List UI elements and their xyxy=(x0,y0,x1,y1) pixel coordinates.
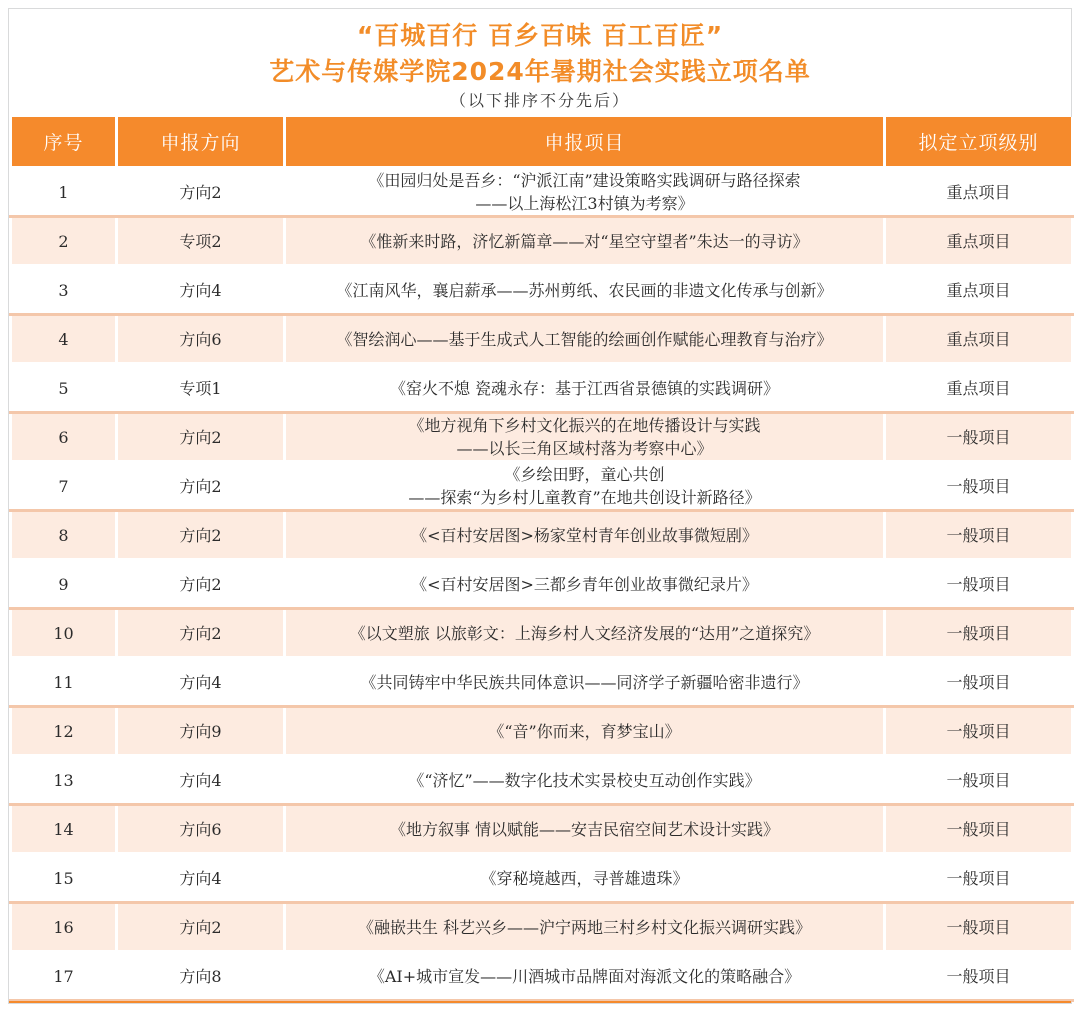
table-row xyxy=(11,805,1073,854)
row-direction: 方向2 xyxy=(117,609,285,658)
table-header-row xyxy=(11,117,1073,168)
project-title-line-1: 《AI+城市宣发——川酒城市品牌面对海派文化的策略融合》 xyxy=(368,966,801,986)
project-title-line-1: 《田园归处是吾乡：“沪派江南”建设策略实践调研与路径探索 xyxy=(368,171,801,190)
row-level: 一般项目 xyxy=(885,658,1073,707)
row-direction: 方向2 xyxy=(117,560,285,609)
title-line-2: 艺术与传媒学院2024年暑期社会实践立项名单 xyxy=(269,57,811,86)
row-project xyxy=(285,658,885,707)
row-number: 7 xyxy=(11,462,117,511)
row-project xyxy=(285,560,885,609)
row-level: 重点项目 xyxy=(885,217,1073,266)
project-title-line-2: ——以上海松江3村镇为考察》 xyxy=(475,194,694,213)
row-direction: 方向2 xyxy=(117,413,285,462)
project-title-line-2: ——以长三角区域村落为考察中心》 xyxy=(456,439,713,458)
row-number: 5 xyxy=(11,364,117,413)
row-level: 一般项目 xyxy=(885,903,1073,952)
row-project xyxy=(285,217,885,266)
row-project xyxy=(285,952,885,1001)
row-direction: 方向2 xyxy=(117,462,285,511)
project-title-line-1: 《乡绘田野，童心共创 xyxy=(504,465,665,484)
row-direction: 方向4 xyxy=(117,658,285,707)
project-title-line-1: 《地方视角下乡村文化振兴的在地传播设计与实践 xyxy=(408,416,761,435)
row-direction: 方向2 xyxy=(117,903,285,952)
row-project xyxy=(285,805,885,854)
row-project xyxy=(285,903,885,952)
column-header-project: 申报项目 xyxy=(285,117,885,168)
row-level: 一般项目 xyxy=(885,560,1073,609)
subtitle: （以下排序不分先后） xyxy=(449,91,630,110)
row-level: 重点项目 xyxy=(885,315,1073,364)
row-project xyxy=(285,511,885,560)
row-direction: 方向6 xyxy=(117,315,285,364)
row-number: 11 xyxy=(11,658,117,707)
row-project xyxy=(285,364,885,413)
project-title-line-1: 《<百村安居图>三都乡青年创业故事微纪录片》 xyxy=(411,574,758,594)
table-row xyxy=(11,854,1073,903)
project-table xyxy=(9,117,1074,1002)
row-number: 9 xyxy=(11,560,117,609)
row-number: 12 xyxy=(11,707,117,756)
project-title-line-1: 《<百村安居图>杨家堂村青年创业故事微短剧》 xyxy=(411,525,758,545)
project-title-line-1: 《窑火不熄 瓷魂永存：基于江西省景德镇的实践调研》 xyxy=(389,378,780,398)
table-row xyxy=(11,903,1073,952)
row-level: 重点项目 xyxy=(885,168,1073,217)
row-level: 一般项目 xyxy=(885,462,1073,511)
project-title-line-1: 《共同铸牢中华民族共同体意识——同济学子新疆哈密非遗行》 xyxy=(360,672,809,692)
row-level: 一般项目 xyxy=(885,952,1073,1001)
row-project xyxy=(285,413,885,462)
row-direction: 方向4 xyxy=(117,266,285,315)
row-project xyxy=(285,266,885,315)
project-title-line-1: 《“音”你而来，育梦宝山》 xyxy=(488,721,681,741)
row-level: 一般项目 xyxy=(885,413,1073,462)
row-direction: 方向6 xyxy=(117,805,285,854)
row-number: 6 xyxy=(11,413,117,462)
row-number: 17 xyxy=(11,952,117,1001)
row-number: 16 xyxy=(11,903,117,952)
row-direction: 专项2 xyxy=(117,217,285,266)
bottom-border xyxy=(9,1001,1071,1003)
document-page xyxy=(8,8,1072,1004)
project-title-line-1: 《“济忆”——数字化技术实景校史互动创作实践》 xyxy=(408,770,761,790)
row-number: 14 xyxy=(11,805,117,854)
row-number: 10 xyxy=(11,609,117,658)
row-number: 3 xyxy=(11,266,117,315)
row-direction: 方向4 xyxy=(117,756,285,805)
title-line-1: “百城百行 百乡百味 百工百匠” xyxy=(356,21,724,50)
table-row xyxy=(11,560,1073,609)
table-row xyxy=(11,609,1073,658)
row-direction: 专项1 xyxy=(117,364,285,413)
project-title-line-1: 《江南风华，襄启薪承——苏州剪纸、农民画的非遗文化传承与创新》 xyxy=(336,280,833,300)
row-direction: 方向8 xyxy=(117,952,285,1001)
table-row xyxy=(11,462,1073,511)
row-level: 一般项目 xyxy=(885,854,1073,903)
table-body xyxy=(11,168,1073,1001)
row-level: 一般项目 xyxy=(885,756,1073,805)
project-title-line-1: 《地方叙事 情以赋能——安吉民宿空间艺术设计实践》 xyxy=(389,819,780,839)
row-project xyxy=(285,168,885,217)
row-number: 1 xyxy=(11,168,117,217)
row-level: 重点项目 xyxy=(885,266,1073,315)
row-number: 4 xyxy=(11,315,117,364)
row-level: 重点项目 xyxy=(885,364,1073,413)
row-number: 15 xyxy=(11,854,117,903)
row-number: 2 xyxy=(11,217,117,266)
table-row xyxy=(11,266,1073,315)
project-title-line-1: 《智绘润心——基于生成式人工智能的绘画创作赋能心理教育与治疗》 xyxy=(336,329,833,349)
project-title-line-2: ——探索“为乡村儿童教育”在地共创设计新路径》 xyxy=(408,488,761,507)
row-level: 一般项目 xyxy=(885,707,1073,756)
table-row xyxy=(11,952,1073,1001)
table-row xyxy=(11,364,1073,413)
row-level: 一般项目 xyxy=(885,511,1073,560)
table-row xyxy=(11,658,1073,707)
row-direction: 方向2 xyxy=(117,511,285,560)
row-direction: 方向4 xyxy=(117,854,285,903)
project-title-line-1: 《融嵌共生 科艺兴乡——沪宁两地三村乡村文化振兴调研实践》 xyxy=(357,917,812,937)
row-number: 13 xyxy=(11,756,117,805)
row-level: 一般项目 xyxy=(885,805,1073,854)
row-project xyxy=(285,315,885,364)
project-title-line-1: 《惟新来时路，济忆新篇章——对“星空守望者”朱达一的寻访》 xyxy=(360,231,809,251)
column-header-level: 拟定立项级别 xyxy=(885,117,1073,168)
column-header-number: 序号 xyxy=(11,117,117,168)
table-row xyxy=(11,168,1073,217)
row-project xyxy=(285,609,885,658)
row-project xyxy=(285,707,885,756)
project-title-line-1: 《穿秘境越西，寻普雄遗珠》 xyxy=(480,868,689,888)
project-title-line-1: 《以文塑旅 以旅彰文：上海乡村人文经济发展的“达用”之道探究》 xyxy=(349,623,820,643)
table-row xyxy=(11,315,1073,364)
row-level: 一般项目 xyxy=(885,609,1073,658)
row-project xyxy=(285,854,885,903)
table-row xyxy=(11,756,1073,805)
row-direction: 方向9 xyxy=(117,707,285,756)
row-number: 8 xyxy=(11,511,117,560)
table-row xyxy=(11,511,1073,560)
row-project xyxy=(285,756,885,805)
table-row xyxy=(11,707,1073,756)
row-project xyxy=(285,462,885,511)
column-header-direction: 申报方向 xyxy=(117,117,285,168)
row-direction: 方向2 xyxy=(117,168,285,217)
table-row xyxy=(11,413,1073,462)
table-row xyxy=(11,217,1073,266)
